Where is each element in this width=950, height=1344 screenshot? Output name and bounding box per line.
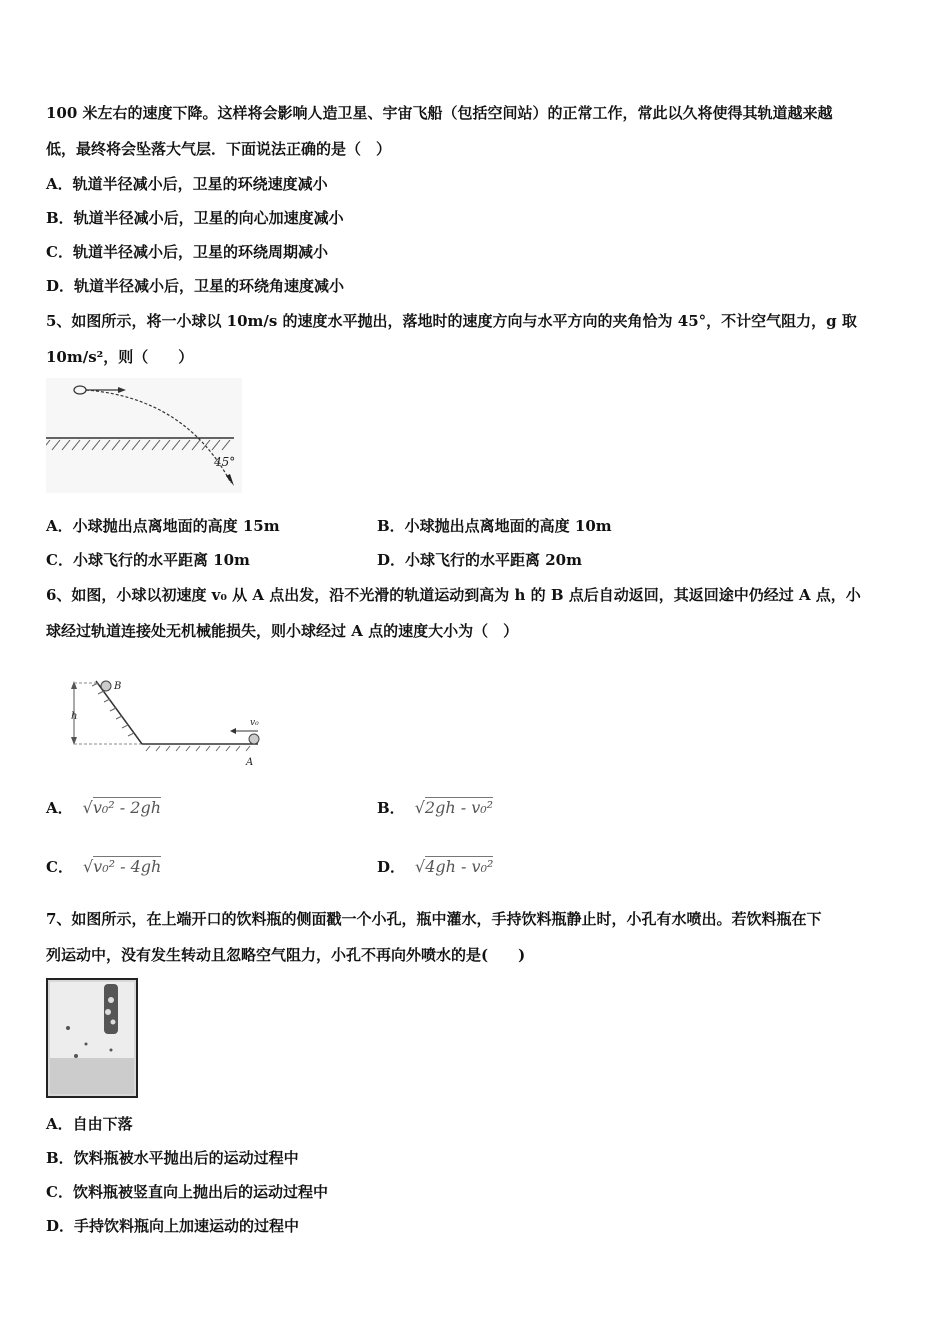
- q6-option-c-letter: C．: [46, 858, 73, 876]
- q6-track-figure: [66, 673, 266, 768]
- q4-text-line1: 100 米左右的速度下降。这样将会影响人造卫星、宇宙飞船（包括空间站）的正常工作，常此以久将使得其轨道越来越: [46, 104, 833, 122]
- q6-a-label: A: [246, 757, 254, 768]
- q7-option-a[interactable]: A．自由下落: [46, 1115, 133, 1133]
- q5-option-c[interactable]: C．小球飞行的水平距离 10m: [46, 551, 250, 569]
- q6-option-a-letter: A．: [46, 799, 73, 817]
- q6-option-c-expr: v₀² - 4gh: [93, 857, 162, 876]
- q5-option-b[interactable]: B．小球抛出点离地面的高度 10m: [377, 517, 612, 535]
- sqrt-icon: √: [414, 798, 425, 817]
- q4-option-b[interactable]: B．轨道半径减小后，卫星的向心加速度减小: [46, 209, 344, 227]
- sqrt-icon: √: [82, 857, 94, 876]
- q6-option-b[interactable]: [377, 798, 493, 818]
- q7-text-line2: 列运动中，没有发生转动且忽略空气阻力，小孔不再向外喷水的是( ): [46, 946, 526, 964]
- q7-bottle-photo: [46, 978, 138, 1098]
- q6-option-c[interactable]: [46, 857, 161, 877]
- q5-option-d[interactable]: D．小球飞行的水平距离 20m: [377, 551, 582, 569]
- q5-projectile-figure: [46, 378, 242, 493]
- q4-text-line2: 低，最终将会坠落大气层．下面说法正确的是（ ）: [46, 140, 392, 158]
- q5-option-a[interactable]: A．小球抛出点离地面的高度 15m: [46, 517, 280, 535]
- q6-v0-label: v₀: [250, 718, 259, 728]
- q4-option-d[interactable]: D．轨道半径减小后，卫星的环绕角速度减小: [46, 277, 345, 295]
- q6-option-b-letter: B．: [377, 799, 405, 817]
- q6-h-label: h: [71, 711, 78, 722]
- q6-option-a[interactable]: [46, 798, 161, 818]
- q6-option-b-expr: 2gh - v₀²: [424, 798, 494, 817]
- ball-a-icon: [249, 734, 259, 744]
- bottle-icon: [104, 984, 118, 1034]
- q5-text-line2: 10m/s²，则（ ）: [46, 348, 194, 366]
- q4-option-c[interactable]: C．轨道半径减小后，卫星的环绕周期减小: [46, 243, 328, 261]
- q7-option-b[interactable]: B．饮料瓶被水平抛出后的运动过程中: [46, 1149, 299, 1167]
- ball-b-icon: [101, 681, 111, 691]
- q6-option-d[interactable]: [377, 857, 493, 877]
- q7-option-c[interactable]: C．饮料瓶被竖直向上抛出后的运动过程中: [46, 1183, 328, 1201]
- q5-text-line1: 5、如图所示，将一小球以 10m/s 的速度水平抛出，落地时的速度方向与水平方向的夹角恰为 45°，不计空气阻力，g 取: [46, 312, 857, 330]
- sqrt-icon: √: [415, 857, 426, 876]
- q7-text-line1: 7、如图所示，在上端开口的饮料瓶的侧面戳一个小孔，瓶中灌水，手持饮料瓶静止时，小孔有水喷出。若饮料瓶在下: [46, 910, 822, 928]
- q6-option-a-expr: v₀² - 2gh: [92, 798, 162, 817]
- sqrt-icon: √: [82, 798, 93, 817]
- q4-option-a[interactable]: A．轨道半径减小后，卫星的环绕速度减小: [46, 175, 328, 193]
- q6-option-d-letter: D．: [377, 858, 406, 876]
- q6-b-label: B: [114, 681, 122, 692]
- q6-text-line1: 6、如图，小球以初速度 v₀ 从 A 点出发，沿不光滑的轨道运动到高为 h 的 B 点后自动返回，其返回途中仍经过 A 点，小: [46, 586, 861, 604]
- q6-text-line2: 球经过轨道连接处无机械能损失，则小球经过 A 点的速度大小为（ ）: [46, 622, 519, 640]
- q5-angle-label: 45°: [214, 455, 236, 469]
- q6-option-d-expr: 4gh - v₀²: [425, 857, 494, 876]
- q7-option-d[interactable]: D．手持饮料瓶向上加速运动的过程中: [46, 1217, 300, 1235]
